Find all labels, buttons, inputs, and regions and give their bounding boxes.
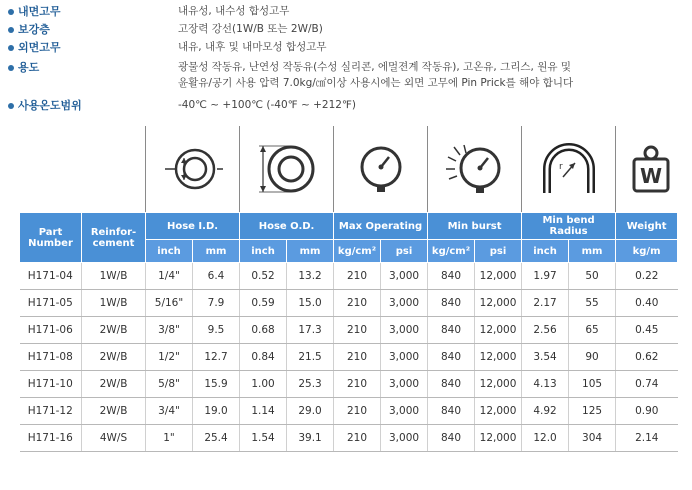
cell-reinforcement: 2W/B <box>82 371 146 398</box>
cell-burst-psi: 12,000 <box>475 344 522 371</box>
cell-od-mm: 21.5 <box>287 344 334 371</box>
cell-id-inch: 5/8" <box>146 371 193 398</box>
unit-od-inch: inch <box>240 240 287 263</box>
bullet-icon <box>8 103 14 109</box>
cell-burst-psi: 12,000 <box>475 398 522 425</box>
header-part-number: Part Number <box>20 213 82 263</box>
spec-row-cover <box>0 40 692 55</box>
spec-value: 내유, 내후 및 내마모성 합성고무 <box>178 41 327 53</box>
cell-id-mm: 25.4 <box>193 425 240 452</box>
cell-part-number: H171-06 <box>20 317 82 344</box>
spec-value: 윤활유/공기 사용 압력 7.0kg/㎠이상 사용시에는 외면 고무에 Pin Prick를 해야 합니다 <box>178 77 574 89</box>
cell-op-kg: 210 <box>334 398 381 425</box>
cell-bend-mm: 65 <box>569 317 616 344</box>
cell-bend-mm: 125 <box>569 398 616 425</box>
svg-text:r: r <box>559 162 563 172</box>
icon-strip <box>0 126 692 212</box>
cell-od-mm: 15.0 <box>287 290 334 317</box>
cell-bend-inch: 3.54 <box>522 344 569 371</box>
cell-reinforcement: 2W/B <box>82 344 146 371</box>
cell-id-mm: 9.5 <box>193 317 240 344</box>
cell-op-psi: 3,000 <box>381 425 428 452</box>
unit-burst-kg: kg/cm² <box>428 240 475 263</box>
cell-burst-psi: 12,000 <box>475 317 522 344</box>
cell-od-inch: 1.14 <box>240 398 287 425</box>
cell-id-mm: 12.7 <box>193 344 240 371</box>
spec-label: 보강층 <box>18 23 50 36</box>
cell-part-number: H171-08 <box>20 344 82 371</box>
cell-id-inch: 1/2" <box>146 344 193 371</box>
cell-bend-inch: 12.0 <box>522 425 569 452</box>
cell-op-kg: 210 <box>334 344 381 371</box>
cell-bend-mm: 105 <box>569 371 616 398</box>
cell-bend-mm: 90 <box>569 344 616 371</box>
cell-part-number: H171-04 <box>20 263 82 290</box>
cell-part-number: H171-16 <box>20 425 82 452</box>
cell-id-mm: 6.4 <box>193 263 240 290</box>
spec-label: 용도 <box>18 61 40 74</box>
cell-id-inch: 3/8" <box>146 317 193 344</box>
unit-id-mm: mm <box>193 240 240 263</box>
cell-op-kg: 210 <box>334 317 381 344</box>
cell-bend-inch: 1.97 <box>522 263 569 290</box>
cell-part-number: H171-10 <box>20 371 82 398</box>
bullet-icon <box>8 45 14 51</box>
cell-op-kg: 210 <box>334 290 381 317</box>
cell-id-mm: 15.9 <box>193 371 240 398</box>
header-hose-od: Hose O.D. <box>240 213 334 240</box>
unit-op-kg: kg/cm² <box>334 240 381 263</box>
pressure-gauge-icon <box>333 126 428 212</box>
cell-reinforcement: 1W/B <box>82 290 146 317</box>
table-row <box>20 344 678 371</box>
cell-od-mm: 39.1 <box>287 425 334 452</box>
bend-radius-icon <box>521 126 616 212</box>
spec-value: -40℃ ~ +100℃ (-40℉ ~ +212℉) <box>178 99 357 111</box>
bullet-icon <box>8 27 14 33</box>
cell-bend-mm: 55 <box>569 290 616 317</box>
cell-weight: 0.62 <box>616 344 678 371</box>
spec-value: 고장력 강선(1W/B 또는 2W/B) <box>178 23 323 35</box>
cell-burst-kg: 840 <box>428 398 475 425</box>
hose-od-icon <box>239 126 334 212</box>
cell-burst-kg: 840 <box>428 263 475 290</box>
spec-label: 내면고무 <box>18 5 61 18</box>
unit-bend-inch: inch <box>522 240 569 263</box>
cell-od-inch: 0.52 <box>240 263 287 290</box>
cell-id-inch: 5/16" <box>146 290 193 317</box>
spec-label: 외면고무 <box>18 41 61 54</box>
cell-op-kg: 210 <box>334 371 381 398</box>
table-body <box>20 263 678 452</box>
unit-burst-psi: psi <box>475 240 522 263</box>
cell-burst-psi: 12,000 <box>475 371 522 398</box>
unit-weight: kg/m <box>616 240 678 263</box>
cell-od-mm: 29.0 <box>287 398 334 425</box>
table-row <box>20 425 678 452</box>
spec-row-application-cont <box>0 76 692 91</box>
cell-od-mm: 17.3 <box>287 317 334 344</box>
cell-op-psi: 3,000 <box>381 290 428 317</box>
cell-burst-kg: 840 <box>428 425 475 452</box>
cell-reinforcement: 1W/B <box>82 263 146 290</box>
cell-op-psi: 3,000 <box>381 317 428 344</box>
cell-bend-inch: 4.13 <box>522 371 569 398</box>
cell-op-psi: 3,000 <box>381 398 428 425</box>
header-hose-id: Hose I.D. <box>146 213 240 240</box>
header-weight: Weight <box>616 213 678 240</box>
cell-od-inch: 1.00 <box>240 371 287 398</box>
table-row <box>20 398 678 425</box>
cell-burst-psi: 12,000 <box>475 290 522 317</box>
unit-id-inch: inch <box>146 240 193 263</box>
cell-bend-mm: 304 <box>569 425 616 452</box>
cell-reinforcement: 2W/B <box>82 317 146 344</box>
hose-id-icon <box>145 126 240 212</box>
svg-text:W: W <box>639 164 663 188</box>
cell-op-psi: 3,000 <box>381 263 428 290</box>
cell-weight: 0.45 <box>616 317 678 344</box>
cell-od-inch: 0.59 <box>240 290 287 317</box>
table-row <box>20 290 678 317</box>
spec-row-reinforcement <box>0 22 692 37</box>
spec-value: 내유성, 내수성 합성고무 <box>178 5 290 17</box>
cell-burst-psi: 12,000 <box>475 425 522 452</box>
cell-reinforcement: 2W/B <box>82 398 146 425</box>
cell-part-number: H171-12 <box>20 398 82 425</box>
cell-weight: 0.22 <box>616 263 678 290</box>
bullet-icon <box>8 9 14 15</box>
table-row <box>20 317 678 344</box>
cell-burst-kg: 840 <box>428 371 475 398</box>
cell-id-inch: 1" <box>146 425 193 452</box>
cell-bend-inch: 2.17 <box>522 290 569 317</box>
cell-burst-psi: 12,000 <box>475 263 522 290</box>
header-min-burst: Min burst <box>428 213 522 240</box>
cell-weight: 0.90 <box>616 398 678 425</box>
cell-od-mm: 25.3 <box>287 371 334 398</box>
cell-weight: 2.14 <box>616 425 678 452</box>
cell-od-inch: 0.68 <box>240 317 287 344</box>
table-row <box>20 371 678 398</box>
cell-reinforcement: 4W/S <box>82 425 146 452</box>
cell-id-mm: 19.0 <box>193 398 240 425</box>
cell-burst-kg: 840 <box>428 344 475 371</box>
cell-id-inch: 1/4" <box>146 263 193 290</box>
bullet-icon <box>8 65 14 71</box>
cell-id-inch: 3/4" <box>146 398 193 425</box>
cell-op-kg: 210 <box>334 425 381 452</box>
header-max-operating: Max Operating <box>334 213 428 240</box>
cell-burst-kg: 840 <box>428 317 475 344</box>
cell-op-psi: 3,000 <box>381 344 428 371</box>
cell-part-number: H171-05 <box>20 290 82 317</box>
burst-gauge-icon <box>427 126 522 212</box>
weight-icon <box>615 126 686 212</box>
spec-row-temperature <box>0 98 692 113</box>
header-reinforcement: Reinfor-cement <box>82 213 146 263</box>
cell-weight: 0.74 <box>616 371 678 398</box>
header-min-bend-radius: Min bend Radius <box>522 213 616 240</box>
cell-id-mm: 7.9 <box>193 290 240 317</box>
cell-op-kg: 210 <box>334 263 381 290</box>
cell-burst-kg: 840 <box>428 290 475 317</box>
spec-row-inner-rubber <box>0 4 692 19</box>
cell-bend-inch: 4.92 <box>522 398 569 425</box>
spec-value: 광물성 작동유, 난연성 작동유(수성 실리콘, 에멀젼계 작동유), 고온유, 그리스, 원유 및 <box>178 61 571 73</box>
hose-spec-table <box>19 212 678 452</box>
cell-bend-mm: 50 <box>569 263 616 290</box>
cell-weight: 0.40 <box>616 290 678 317</box>
cell-op-psi: 3,000 <box>381 371 428 398</box>
spec-label: 사용온도범위 <box>18 99 82 112</box>
cell-bend-inch: 2.56 <box>522 317 569 344</box>
cell-od-inch: 1.54 <box>240 425 287 452</box>
spec-row-application <box>0 60 692 75</box>
unit-od-mm: mm <box>287 240 334 263</box>
table-row <box>20 263 678 290</box>
cell-od-inch: 0.84 <box>240 344 287 371</box>
cell-od-mm: 13.2 <box>287 263 334 290</box>
unit-bend-mm: mm <box>569 240 616 263</box>
unit-op-psi: psi <box>381 240 428 263</box>
